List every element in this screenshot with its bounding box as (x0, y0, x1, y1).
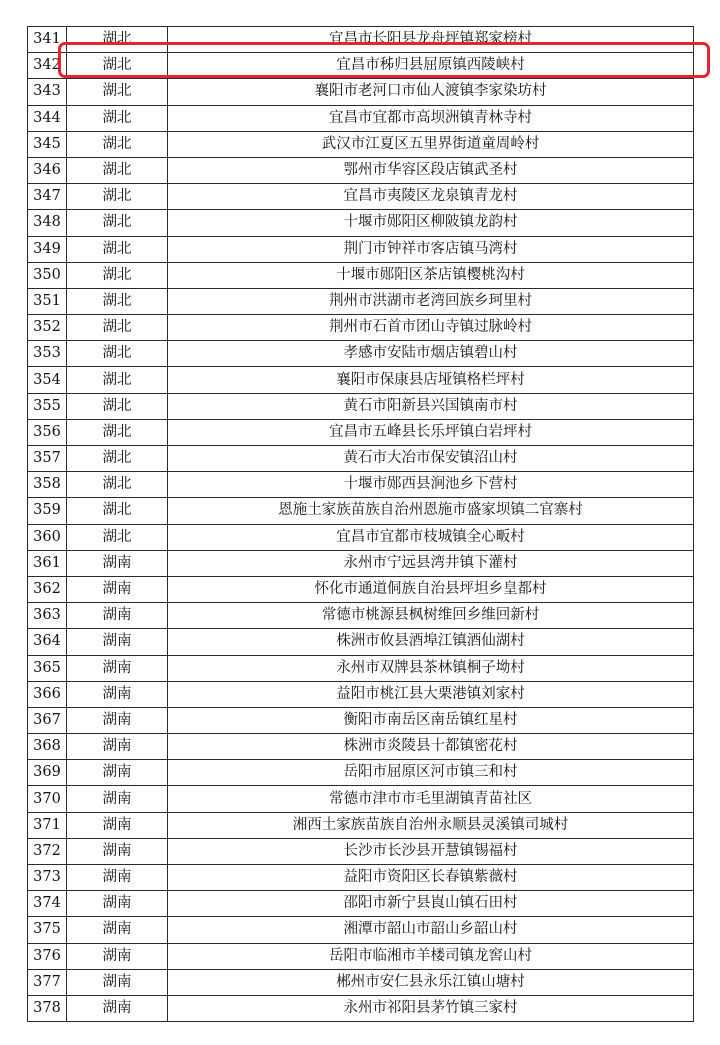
province-cell: 湖北 (67, 262, 168, 288)
province-cell: 湖南 (67, 734, 168, 760)
row-number-cell: 372 (28, 838, 67, 864)
table-row (28, 943, 694, 969)
table-row (28, 472, 694, 498)
village-name-cell: 衡阳市南岳区南岳镇红星村 (168, 707, 694, 733)
table-row (28, 157, 694, 183)
row-number-cell: 373 (28, 865, 67, 891)
province-cell: 湖北 (67, 367, 168, 393)
village-name-cell: 永州市双牌县茶林镇桐子坳村 (168, 655, 694, 681)
village-name-cell: 常德市桃源县枫树维回乡维回新村 (168, 603, 694, 629)
row-number-cell: 352 (28, 315, 67, 341)
row-number-cell: 374 (28, 891, 67, 917)
province-cell: 湖北 (67, 131, 168, 157)
province-cell: 湖北 (67, 184, 168, 210)
village-name-cell: 恩施土家族苗族自治州恩施市盛家坝镇二官寨村 (168, 498, 694, 524)
province-cell: 湖北 (67, 341, 168, 367)
row-number-cell: 366 (28, 681, 67, 707)
row-number-cell: 375 (28, 917, 67, 943)
village-name-cell: 宜昌市宜都市枝城镇全心畈村 (168, 524, 694, 550)
province-cell: 湖北 (67, 315, 168, 341)
province-cell: 湖北 (67, 210, 168, 236)
row-number-cell: 355 (28, 393, 67, 419)
village-name-cell: 湘西土家族苗族自治州永顺县灵溪镇司城村 (168, 812, 694, 838)
table-row (28, 760, 694, 786)
province-cell: 湖北 (67, 419, 168, 445)
row-number-cell: 364 (28, 629, 67, 655)
province-cell: 湖南 (67, 838, 168, 864)
province-cell: 湖南 (67, 603, 168, 629)
row-number-cell: 370 (28, 786, 67, 812)
province-cell: 湖南 (67, 865, 168, 891)
row-number-cell: 367 (28, 707, 67, 733)
table-row (28, 262, 694, 288)
village-name-cell: 荆州市石首市团山寺镇过脉岭村 (168, 315, 694, 341)
table-row (28, 498, 694, 524)
village-name-cell: 鄂州市华容区段店镇武圣村 (168, 157, 694, 183)
table-row (28, 236, 694, 262)
row-number-cell: 343 (28, 79, 67, 105)
table-row (28, 576, 694, 602)
province-cell: 湖南 (67, 550, 168, 576)
village-name-cell: 十堰市郧阳区柳陂镇龙韵村 (168, 210, 694, 236)
village-name-cell: 株洲市炎陵县十都镇密花村 (168, 734, 694, 760)
row-number-cell: 377 (28, 969, 67, 995)
row-number-cell: 347 (28, 184, 67, 210)
village-name-cell: 荆州市洪湖市老湾回族乡珂里村 (168, 288, 694, 314)
village-name-cell: 孝感市安陆市烟店镇碧山村 (168, 341, 694, 367)
row-number-cell: 356 (28, 419, 67, 445)
table-row (28, 969, 694, 995)
village-name-cell: 荆门市钟祥市客店镇马湾村 (168, 236, 694, 262)
table-row (28, 79, 694, 105)
table-row (28, 210, 694, 236)
village-name-cell: 宜昌市五峰县长乐坪镇白岩坪村 (168, 419, 694, 445)
table-row (28, 524, 694, 550)
row-number-cell: 371 (28, 812, 67, 838)
row-number-cell: 341 (28, 27, 67, 53)
village-name-cell: 益阳市资阳区长春镇紫薇村 (168, 865, 694, 891)
village-name-cell: 黄石市阳新县兴国镇南市村 (168, 393, 694, 419)
table-row (28, 681, 694, 707)
province-cell: 湖北 (67, 288, 168, 314)
village-list-table (27, 26, 694, 1022)
table-row (28, 315, 694, 341)
village-name-cell: 十堰市郧阳区茶店镇樱桃沟村 (168, 262, 694, 288)
row-number-cell: 346 (28, 157, 67, 183)
province-cell: 湖南 (67, 917, 168, 943)
province-cell: 湖南 (67, 812, 168, 838)
province-cell: 湖北 (67, 53, 168, 79)
village-name-cell: 宜昌市宜都市高坝洲镇青林寺村 (168, 105, 694, 131)
table-row (28, 838, 694, 864)
province-cell: 湖南 (67, 707, 168, 733)
row-number-cell: 363 (28, 603, 67, 629)
table-row (28, 27, 694, 53)
village-name-cell: 武汉市江夏区五里界街道童周岭村 (168, 131, 694, 157)
row-number-cell: 378 (28, 995, 67, 1021)
row-number-cell: 344 (28, 105, 67, 131)
village-name-cell: 永州市祁阳县茅竹镇三家村 (168, 995, 694, 1021)
row-number-cell: 358 (28, 472, 67, 498)
province-cell: 湖北 (67, 446, 168, 472)
province-cell: 湖北 (67, 472, 168, 498)
province-cell: 湖北 (67, 27, 168, 53)
row-number-cell: 345 (28, 131, 67, 157)
village-name-cell: 邵阳市新宁县崀山镇石田村 (168, 891, 694, 917)
province-cell: 湖南 (67, 760, 168, 786)
table-row (28, 655, 694, 681)
table-row (28, 865, 694, 891)
province-cell: 湖南 (67, 629, 168, 655)
province-cell: 湖南 (67, 995, 168, 1021)
village-name-cell: 宜昌市秭归县屈原镇西陵峡村 (168, 53, 694, 79)
village-name-cell: 十堰市郧西县涧池乡下营村 (168, 472, 694, 498)
province-cell: 湖北 (67, 105, 168, 131)
row-number-cell: 360 (28, 524, 67, 550)
table-row (28, 184, 694, 210)
row-number-cell: 362 (28, 576, 67, 602)
village-name-cell: 宜昌市夷陵区龙泉镇青龙村 (168, 184, 694, 210)
table-row (28, 446, 694, 472)
row-number-cell: 353 (28, 341, 67, 367)
row-number-cell: 342 (28, 53, 67, 79)
village-name-cell: 常德市津市市毛里湖镇青苗社区 (168, 786, 694, 812)
row-number-cell: 368 (28, 734, 67, 760)
table-row (28, 995, 694, 1021)
table-row (28, 786, 694, 812)
row-number-cell: 349 (28, 236, 67, 262)
row-number-cell: 365 (28, 655, 67, 681)
row-number-cell: 359 (28, 498, 67, 524)
table-row (28, 734, 694, 760)
village-name-cell: 黄石市大冶市保安镇沼山村 (168, 446, 694, 472)
table-row (28, 419, 694, 445)
village-name-cell: 湘潭市韶山市韶山乡韶山村 (168, 917, 694, 943)
village-name-cell: 岳阳市临湘市羊楼司镇龙窖山村 (168, 943, 694, 969)
table-row (28, 288, 694, 314)
table-body (28, 27, 694, 1022)
row-number-cell: 351 (28, 288, 67, 314)
province-cell: 湖北 (67, 236, 168, 262)
table-row (28, 603, 694, 629)
province-cell: 湖南 (67, 943, 168, 969)
table-row (28, 917, 694, 943)
table-row (28, 629, 694, 655)
province-cell: 湖北 (67, 524, 168, 550)
row-number-cell: 361 (28, 550, 67, 576)
table-row (28, 393, 694, 419)
village-name-cell: 永州市宁远县湾井镇下灌村 (168, 550, 694, 576)
table-row (28, 53, 694, 79)
province-cell: 湖南 (67, 681, 168, 707)
row-number-cell: 357 (28, 446, 67, 472)
village-name-cell: 襄阳市老河口市仙人渡镇李家染坊村 (168, 79, 694, 105)
row-number-cell: 348 (28, 210, 67, 236)
province-cell: 湖北 (67, 157, 168, 183)
village-name-cell: 株洲市攸县酒埠江镇酒仙湖村 (168, 629, 694, 655)
table-row (28, 707, 694, 733)
row-number-cell: 354 (28, 367, 67, 393)
row-number-cell: 369 (28, 760, 67, 786)
table-row (28, 341, 694, 367)
village-name-cell: 长沙市长沙县开慧镇锡福村 (168, 838, 694, 864)
village-name-cell: 郴州市安仁县永乐江镇山塘村 (168, 969, 694, 995)
province-cell: 湖南 (67, 891, 168, 917)
table-row (28, 891, 694, 917)
village-name-cell: 益阳市桃江县大栗港镇刘家村 (168, 681, 694, 707)
province-cell: 湖北 (67, 393, 168, 419)
table-row (28, 131, 694, 157)
table-row (28, 550, 694, 576)
row-number-cell: 376 (28, 943, 67, 969)
table-row (28, 812, 694, 838)
province-cell: 湖南 (67, 969, 168, 995)
village-name-cell: 岳阳市屈原区河市镇三和村 (168, 760, 694, 786)
table-row (28, 105, 694, 131)
village-name-cell: 怀化市通道侗族自治县坪坦乡皇都村 (168, 576, 694, 602)
row-number-cell: 350 (28, 262, 67, 288)
village-name-cell: 宜昌市长阳县龙舟坪镇郑家榜村 (168, 27, 694, 53)
province-cell: 湖南 (67, 576, 168, 602)
province-cell: 湖南 (67, 786, 168, 812)
village-name-cell: 襄阳市保康县店垭镇格栏坪村 (168, 367, 694, 393)
table-row (28, 367, 694, 393)
province-cell: 湖北 (67, 498, 168, 524)
province-cell: 湖北 (67, 79, 168, 105)
province-cell: 湖南 (67, 655, 168, 681)
